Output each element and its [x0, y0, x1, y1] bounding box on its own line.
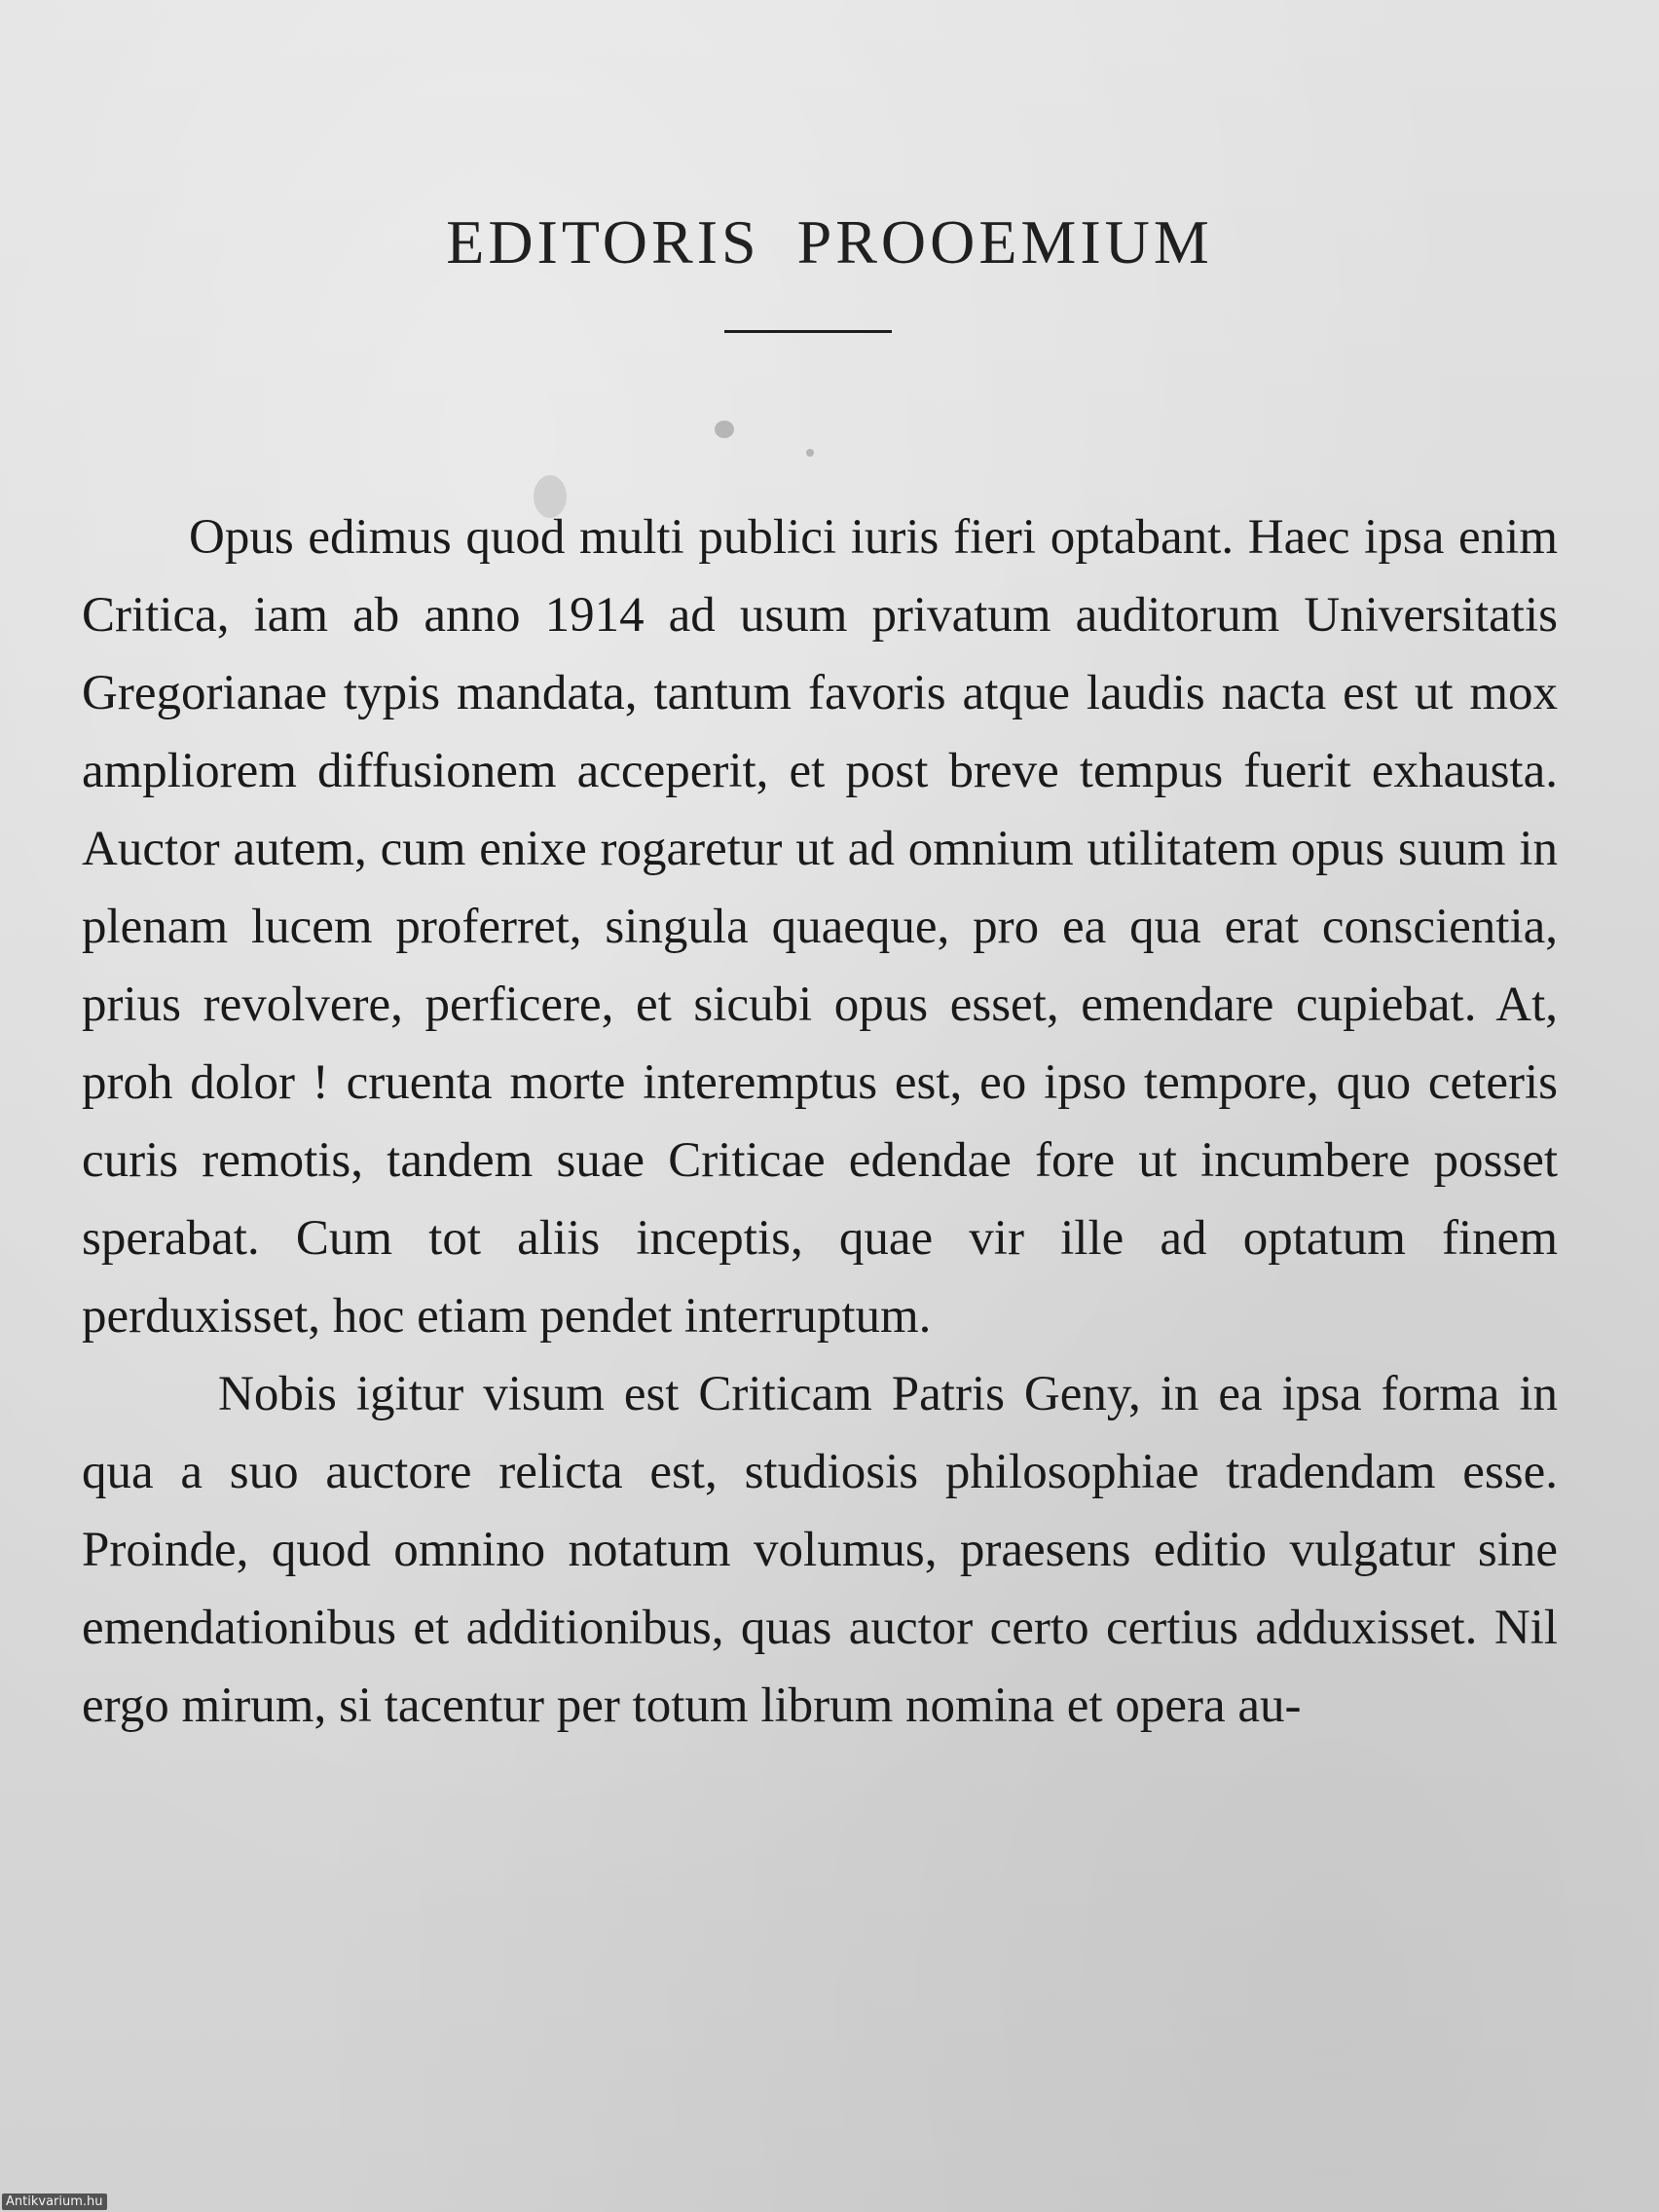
paragraph-2: Nobis igitur visum est Criticam Patris Geny, in ea ipsa forma in qua a suo auctore relicta est, studiosis philosophiae tradendam esse. Proinde, quod omnino notatum volumus, praesens editio vulgatur sine emendationibus et additionibus, quas auctor certo certius adduxisset. Nil ergo mirum, si tacentur per totum librum nomina et opera au- — [82, 1367, 1558, 1733]
watermark-label: Antikvarium.hu — [2, 2194, 107, 2210]
paragraph-1: Opus edimus quod multi publici iuris fieri optabant. Haec ipsa enim Critica, iam ab anno 1914 ad usum privatum auditorum Universitatis Gregorianae typis mandata, tantum favoris atque laudis nacta est ut mox ampliorem diffusionem acceperit, et post breve tempus fuerit exhausta. Auctor autem, cum enixe rogaretur ut ad omnium utilitatem opus suum in plenam lucem proferret, singula quaeque, pro ea qua erat conscientia, prius revolvere, perficere, et sicubi opus esset, emendare cupiebat. At, proh dolor ! cruenta morte interemptus est, eo ipso tempore, quo ceteris curis remotis, tandem suae Criticae edendae fore ut incumbere posset sperabat. Cum tot aliis inceptis, quae vir ille ad optatum finem perduxisset, hoc etiam pendet interruptum. — [82, 510, 1558, 1344]
ink-smudge — [806, 449, 814, 457]
title-rule-divider — [724, 330, 892, 333]
body-text — [82, 498, 1558, 1745]
ink-smudge — [715, 421, 734, 438]
page-title: EDITORIS PROOEMIUM — [446, 207, 1213, 276]
